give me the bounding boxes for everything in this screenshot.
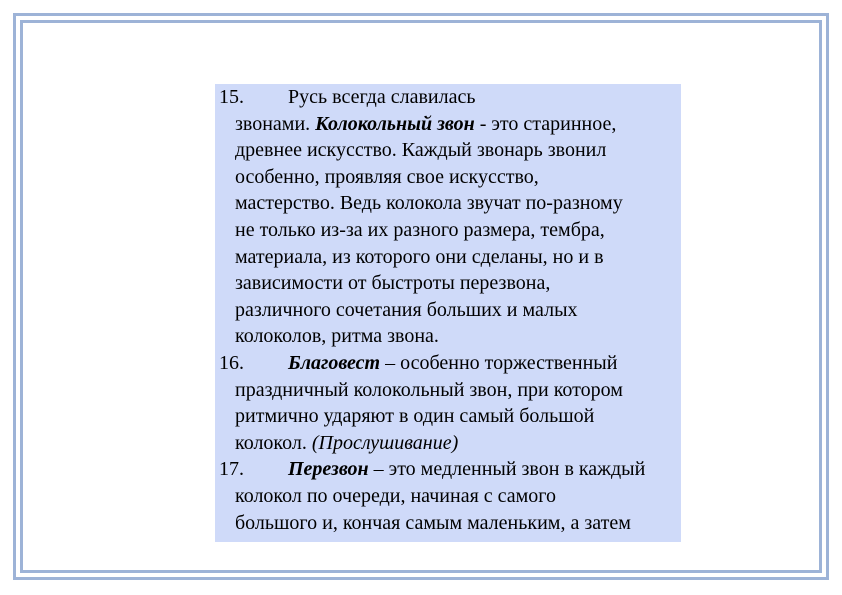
term-perezvon: Перезвон [288,458,369,481]
text-line: мастерство. Ведь колокола звучат по-разному [235,192,623,215]
text-line: колоколов, ритма звона. [235,325,439,348]
text-line: древнее искусство. Каждый звонарь звонил [235,139,607,162]
text-line: ритмично ударяют в один самый большой [235,405,595,428]
item-number: 17. [219,458,244,481]
term-blagovest: Благовест [288,351,381,374]
text-line: Русь всегда славилась [288,86,476,108]
text-line: зависимости от быстроты перезвона, [235,272,551,295]
text-line: праздничный колокольный звон, при котором [235,378,623,401]
text-fragment: колокол. [235,431,307,454]
list-item-17 [215,456,681,536]
text-fragment: - это старинное, [474,112,617,135]
text-line [235,111,673,138]
text-line: материала, из которого они сделаны, но и в [235,245,604,268]
list-item-16 [215,350,681,456]
item-number: 16. [219,351,244,374]
text-line: различного сочетания больших и малых [235,298,578,321]
list-item-15 [215,84,681,350]
text-line [235,430,673,457]
text-line: не только из-за их разного размера, тембра, [235,218,605,241]
listening-note: (Прослушивание) [311,431,459,454]
text-fragment: – это медленный звон в каждый [368,458,646,481]
item-number: 15. [219,86,244,108]
text-fragment: – особенно торжественный [380,351,618,374]
text-line: колокол по очереди, начиная с самого [235,484,557,507]
text-box [215,84,681,542]
text-line: большого и, кончая самым маленьким, а затем [235,511,631,534]
text-line [235,350,673,377]
text-line [235,456,673,483]
text-fragment: звонами. [235,112,311,135]
term-bell-ringing: Колокольный звон [315,112,475,135]
text-line: особенно, проявляя свое искусство, [235,165,539,188]
